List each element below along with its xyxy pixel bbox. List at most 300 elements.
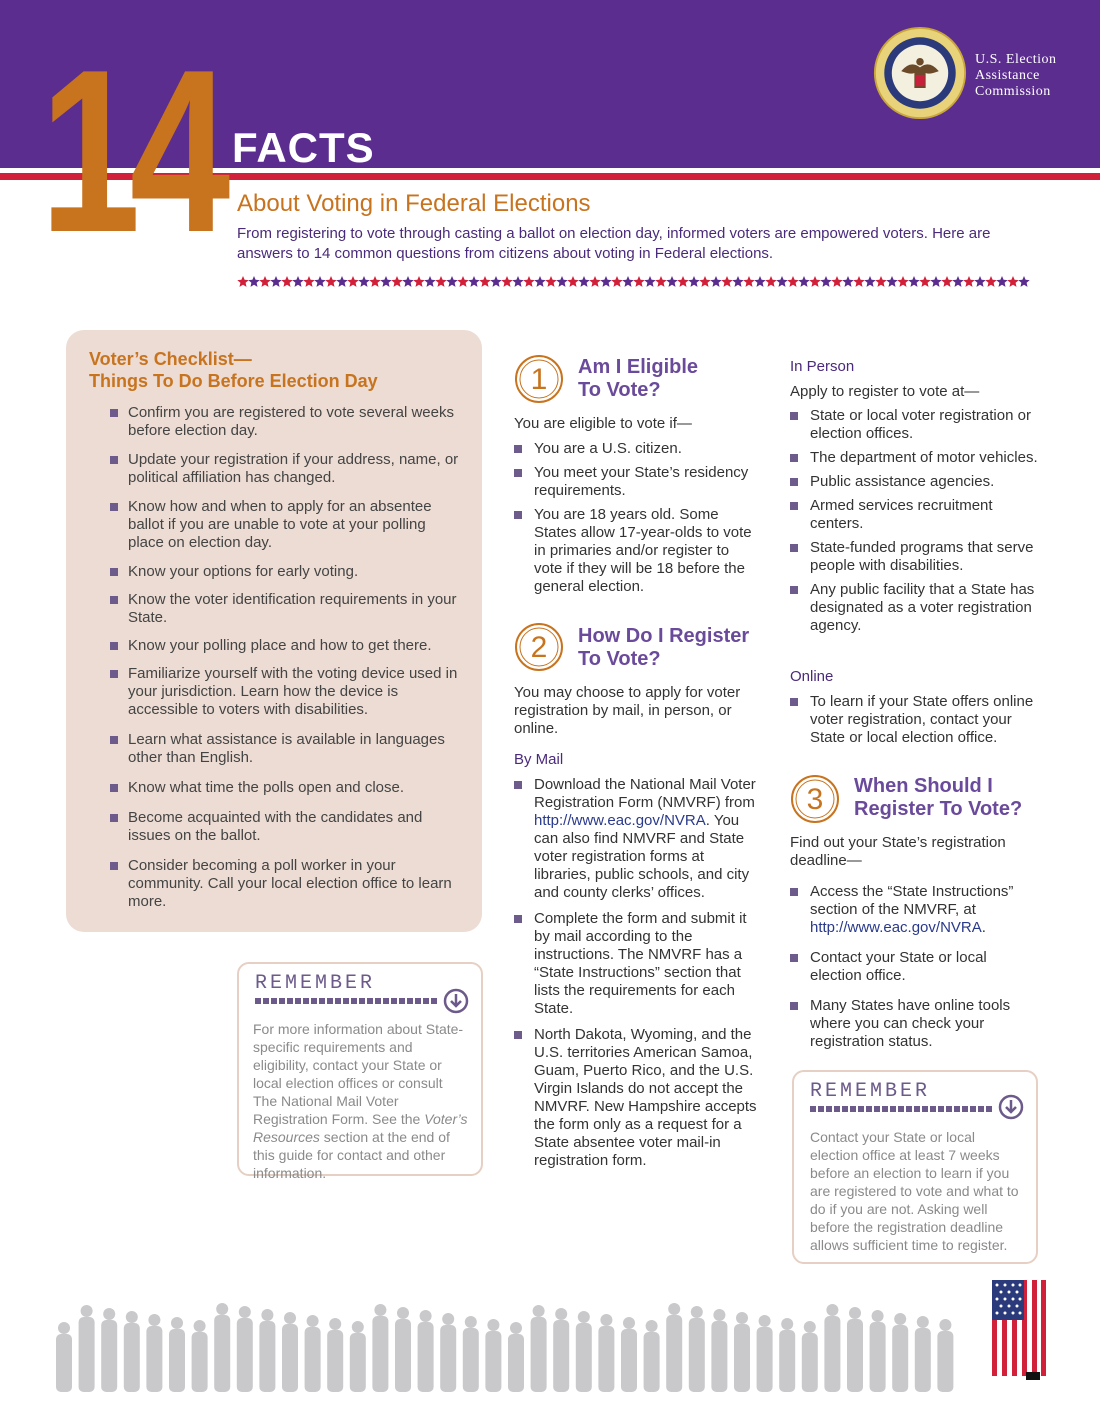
list-item [514, 910, 760, 1018]
organization-name [975, 52, 1057, 100]
square-bullet-icon [514, 915, 522, 923]
star-icon [699, 276, 710, 287]
star-icon [798, 276, 809, 287]
dot [359, 998, 365, 1004]
square-bullet-icon [514, 469, 522, 477]
star-icon [644, 276, 655, 287]
dot [970, 1106, 976, 1112]
square-bullet-icon [790, 478, 798, 486]
square-bullet-icon [110, 814, 118, 822]
item-text: Contact your State or local election office. [810, 949, 987, 984]
person-silhouette [576, 1311, 592, 1392]
square-bullet-icon [790, 454, 798, 462]
dot [882, 1106, 888, 1112]
list-item [110, 591, 460, 627]
list-item [514, 776, 760, 902]
person-silhouette [531, 1305, 547, 1392]
star-icon [732, 276, 743, 287]
section-3-list [790, 883, 1040, 1057]
person-silhouette [418, 1310, 434, 1392]
arrow-down-circle-icon [443, 988, 469, 1014]
person-silhouette [327, 1318, 343, 1392]
star-icon [292, 276, 303, 287]
star-icon [952, 276, 963, 287]
dot [850, 1106, 856, 1112]
list-item [790, 497, 1040, 533]
dot [818, 1106, 824, 1112]
number-2-badge [514, 622, 564, 672]
item-text: You are 18 years old. Some States allow 17-year-olds to vote in primaries and/or register to vote if they will be 18 before the general election. [534, 506, 752, 595]
list-item [110, 637, 460, 655]
person-silhouette [870, 1310, 886, 1392]
square-bullet-icon [790, 586, 798, 594]
person-silhouette [508, 1322, 524, 1392]
list-item [110, 563, 460, 581]
remember-text-em: Voter’s Resources [253, 1111, 468, 1145]
dot [834, 1106, 840, 1112]
star-icon [325, 276, 336, 287]
dot [986, 1106, 992, 1112]
star-icon [842, 276, 853, 287]
remember-box-right [792, 1070, 1038, 1264]
people-silhouettes [48, 1296, 968, 1392]
badge-number: 2 [530, 631, 548, 664]
star-icon [369, 276, 380, 287]
person-silhouette [192, 1320, 208, 1392]
person-silhouette [372, 1304, 388, 1392]
dot [263, 998, 269, 1004]
big-number-14: 14 [40, 22, 220, 281]
dot [367, 998, 373, 1004]
star-icon [820, 276, 831, 287]
section-title-line: Register To Vote? [854, 798, 1023, 820]
dot [962, 1106, 968, 1112]
item-text: North Dakota, Wyoming, and the U.S. territories American Samoa, Guam, Puerto Rico, and the U.S. Virgin Islands do not accept the NMVRF. New Hampshire accepts the form only as a request for a State absentee voter mail-in registration form. [534, 1026, 757, 1169]
dot [255, 998, 261, 1004]
square-bullet-icon [110, 784, 118, 792]
dot [391, 998, 397, 1004]
person-silhouette [734, 1312, 750, 1392]
star-icon [853, 276, 864, 287]
star-icon [974, 276, 985, 287]
dot [319, 998, 325, 1004]
list-item [110, 779, 460, 797]
dot [890, 1106, 896, 1112]
dot [431, 998, 437, 1004]
dot [343, 998, 349, 1004]
square-bullet-icon [790, 888, 798, 896]
list-item [110, 665, 460, 719]
remember-title: REMEMBER [810, 1080, 931, 1103]
dot [866, 1106, 872, 1112]
dot [922, 1106, 928, 1112]
list-item [110, 404, 460, 440]
square-bullet-icon [514, 445, 522, 453]
star-icon [556, 276, 567, 287]
org-line: Assistance [975, 68, 1040, 83]
section-1-lead: You are eligible to vote if— [514, 415, 692, 432]
item-text: . You can also find NMVRF and State voter registration forms at libraries, public schools, and city and county clerks’ offices. [534, 812, 750, 901]
remember-title: REMEMBER [255, 972, 376, 995]
dot [415, 998, 421, 1004]
item-text: Public assistance agencies. [810, 473, 995, 490]
intro-paragraph: From registering to vote through casting a ballot on election day, informed voters are empowered voters. Here are answers to 14 common questions from citizens about voting in Federal elections. [237, 225, 991, 262]
star-icon [578, 276, 589, 287]
star-icon [710, 276, 721, 287]
list-item [790, 997, 1040, 1051]
section-title-line: How Do I Register [578, 625, 750, 647]
star-icon [985, 276, 996, 287]
item-text: State or local voter registration or election offices. [810, 407, 1031, 442]
star-icon [677, 276, 688, 287]
dot [946, 1106, 952, 1112]
dot [423, 998, 429, 1004]
star-icon [501, 276, 512, 287]
star-icon [545, 276, 556, 287]
person-silhouette [101, 1308, 117, 1392]
dot [295, 998, 301, 1004]
dot [842, 1106, 848, 1112]
in-person-lead: Apply to register to vote at— [790, 383, 980, 400]
star-icon [248, 276, 259, 287]
online-list [790, 693, 1040, 753]
square-bullet-icon [790, 1002, 798, 1010]
item-text: Know your options for early voting. [128, 563, 359, 580]
remember-text-part: section at the end of this guide for contact and other information. [253, 1129, 450, 1181]
star-icon [655, 276, 666, 287]
star-icon [270, 276, 281, 287]
star-icon [963, 276, 974, 287]
remember-text: Contact your State or local election office at least 7 weeks before an election to learn if you are registered to vote and what to do if you are not. Asking well before the registration deadline allows sufficient time to register. [810, 1129, 1019, 1253]
star-icon [490, 276, 501, 287]
dot [287, 998, 293, 1004]
by-mail-list [514, 776, 760, 1176]
person-silhouette [666, 1303, 682, 1392]
dot [303, 998, 309, 1004]
remember-box-left [237, 962, 483, 1181]
item-text: Become acquainted with the candidates and issues on the ballot. [128, 809, 423, 844]
star-icon [721, 276, 732, 287]
star-icon [787, 276, 798, 287]
dot [407, 998, 413, 1004]
star-icon [666, 276, 677, 287]
person-silhouette [937, 1319, 953, 1392]
person-silhouette [124, 1311, 140, 1392]
person-silhouette [847, 1307, 863, 1392]
item-text: Know what time the polls open and close. [128, 779, 404, 796]
square-bullet-icon [110, 503, 118, 511]
star-icon [402, 276, 413, 287]
person-silhouette [237, 1306, 253, 1392]
checklist-title-line: Things To Do Before Election Day [89, 371, 378, 391]
remember-dots [255, 998, 441, 1004]
person-silhouette [463, 1316, 479, 1392]
list-item [514, 506, 759, 596]
remember-text [253, 1020, 469, 1182]
star-icon [281, 276, 292, 287]
remember-dots [810, 1106, 996, 1112]
item-text: Know how and when to apply for an absentee ballot if you are unable to vote at your polling place on election day. [128, 498, 432, 551]
dot [906, 1106, 912, 1112]
star-icon [479, 276, 490, 287]
star-icon [347, 276, 358, 287]
star-icon [314, 276, 325, 287]
item-text: Access the “State Instructions” section of the NMVRF, at [810, 883, 1014, 918]
square-bullet-icon [514, 781, 522, 789]
number-3-badge [790, 774, 840, 824]
nvra-link[interactable]: http://www.eac.gov/NVRA [534, 812, 706, 829]
star-icon [457, 276, 468, 287]
dot [351, 998, 357, 1004]
person-silhouette [824, 1304, 840, 1392]
star-icon [589, 276, 600, 287]
star-icon [424, 276, 435, 287]
item-text: The department of motor vehicles. [810, 449, 1038, 466]
square-bullet-icon [110, 670, 118, 678]
list-item [514, 1026, 760, 1170]
square-bullet-icon [790, 544, 798, 552]
person-silhouette [644, 1320, 660, 1392]
item-text: Familiarize yourself with the voting device used in your jurisdiction. Learn how the device is accessible to voters with disabilities. [128, 665, 458, 718]
star-icon [446, 276, 457, 287]
section-3-lead: Find out your State’s registration deadline— [790, 834, 1006, 869]
person-silhouette [282, 1312, 298, 1392]
star-icon [831, 276, 842, 287]
facts-heading: FACTS [232, 124, 375, 171]
square-bullet-icon [514, 1031, 522, 1039]
badge-number: 3 [806, 783, 824, 816]
list-item [110, 809, 460, 845]
item-text: . [981, 919, 986, 936]
section-title-line: To Vote? [578, 648, 661, 670]
online-heading: Online [790, 668, 834, 685]
item-text: To learn if your State offers online voter registration, contact your State or local election office. [810, 693, 1034, 746]
item-text: Armed services recruitment centers. [810, 497, 993, 532]
star-icon [743, 276, 754, 287]
star-icon [237, 276, 248, 287]
list-item [790, 693, 1040, 747]
star-icon [567, 276, 578, 287]
square-bullet-icon [790, 412, 798, 420]
item-text: You meet your State’s residency requirements. [534, 464, 749, 499]
square-bullet-icon [110, 596, 118, 604]
star-icon [809, 276, 820, 287]
section-2-title [578, 625, 749, 671]
person-silhouette [553, 1308, 569, 1392]
square-bullet-icon [790, 502, 798, 510]
arrow-down-circle-icon [998, 1094, 1024, 1120]
person-silhouette [79, 1305, 95, 1392]
item-text: Update your registration if your address, name, or political affiliation has changed. [128, 451, 459, 486]
dot [930, 1106, 936, 1112]
person-silhouette [169, 1317, 185, 1392]
item-text: Learn what assistance is available in languages other than English. [128, 731, 445, 766]
square-bullet-icon [790, 698, 798, 706]
person-silhouette [350, 1321, 366, 1392]
list-item [514, 440, 759, 458]
list-item [790, 473, 1040, 491]
star-icon [1007, 276, 1018, 287]
remember-text-part: For more information about State-specific requirements and eligibility, contact your State or local election offices or consult The National Mail Voter Registration Form. See the [253, 1021, 464, 1127]
person-silhouette [440, 1313, 456, 1392]
person-silhouette [757, 1315, 773, 1392]
star-icon [413, 276, 424, 287]
item-text: Many States have online tools where you can check your registration status. [810, 997, 1011, 1050]
org-line: Commission [975, 84, 1051, 99]
square-bullet-icon [110, 409, 118, 417]
star-icon [941, 276, 952, 287]
dot [826, 1106, 832, 1112]
star-icon [534, 276, 545, 287]
list-item [110, 857, 460, 911]
person-silhouette [214, 1303, 230, 1392]
checklist-title [89, 348, 378, 392]
dot [335, 998, 341, 1004]
item-text: State-funded programs that serve people with disabilities. [810, 539, 1034, 574]
page-subtitle: About Voting in Federal Elections [237, 190, 591, 217]
star-icon [930, 276, 941, 287]
dot [383, 998, 389, 1004]
item-text: Download the National Mail Voter Registration Form (NMVRF) from [534, 776, 756, 811]
star-icon [1018, 276, 1029, 287]
person-silhouette [598, 1314, 614, 1392]
person-silhouette [485, 1319, 501, 1392]
dot [914, 1106, 920, 1112]
square-bullet-icon [110, 862, 118, 870]
list-item [110, 731, 460, 767]
square-bullet-icon [110, 736, 118, 744]
item-text: Consider becoming a poll worker in your community. Call your local election office to learn more. [128, 857, 452, 910]
square-bullet-icon [110, 642, 118, 650]
list-item [790, 449, 1040, 467]
person-silhouette [305, 1315, 321, 1392]
dot [810, 1106, 816, 1112]
star-icon [864, 276, 875, 287]
badge-number: 1 [530, 363, 548, 396]
star-icon [919, 276, 930, 287]
dot [271, 998, 277, 1004]
square-bullet-icon [514, 511, 522, 519]
item-text: Know the voter identification requirements in your State. [128, 591, 457, 626]
list-item [514, 464, 759, 500]
star-icon [886, 276, 897, 287]
star-icon [468, 276, 479, 287]
list-item [110, 498, 460, 552]
dot [399, 998, 405, 1004]
dot [327, 998, 333, 1004]
section-title-line: Am I Eligible [578, 356, 699, 378]
person-silhouette [802, 1321, 818, 1392]
person-silhouette [56, 1322, 72, 1392]
star-icon [996, 276, 1007, 287]
dot [311, 998, 317, 1004]
number-1-badge [514, 354, 564, 404]
section-2-lead: You may choose to apply for voter registration by mail, in person, or online. [514, 684, 741, 737]
section-1-title [578, 356, 698, 402]
dot [954, 1106, 960, 1112]
list-item [790, 949, 1040, 985]
dot [938, 1106, 944, 1112]
section-title-line: To Vote? [578, 379, 661, 401]
square-bullet-icon [790, 954, 798, 962]
square-bullet-icon [110, 568, 118, 576]
star-icon [754, 276, 765, 287]
item-text: Complete the form and submit it by mail according to the instructions. The NMVRF has a “State Instructions” section that lists the requirements for each State. [534, 910, 747, 1017]
star-icon [358, 276, 369, 287]
star-icon [303, 276, 314, 287]
american-flag-icon [992, 1280, 1046, 1380]
star-icon [765, 276, 776, 287]
star-icon [688, 276, 699, 287]
checklist-title-line: Voter’s Checklist— [89, 349, 252, 369]
list-item [790, 407, 1040, 443]
star-icon [622, 276, 633, 287]
voters-checklist-panel [66, 330, 482, 932]
list-item [790, 883, 1040, 937]
dot [375, 998, 381, 1004]
person-silhouette [711, 1309, 727, 1392]
in-person-heading: In Person [790, 358, 855, 375]
person-silhouette [689, 1306, 705, 1392]
dot [858, 1106, 864, 1112]
star-icon [391, 276, 402, 287]
in-person-list [790, 407, 1040, 641]
star-icon [435, 276, 446, 287]
person-silhouette [621, 1317, 637, 1392]
section-title-line: When Should I [854, 775, 993, 797]
section-3-title [854, 775, 1022, 821]
org-line: U.S. Election [975, 52, 1057, 67]
star-icon [897, 276, 908, 287]
star-icon [380, 276, 391, 287]
star-icon [259, 276, 270, 287]
list-item [110, 451, 460, 487]
person-silhouette [146, 1314, 162, 1392]
person-silhouette [915, 1316, 931, 1392]
star-icon [600, 276, 611, 287]
person-silhouette [259, 1309, 275, 1392]
item-text: You are a U.S. citizen. [534, 440, 682, 457]
item-text: Know your polling place and how to get there. [128, 637, 432, 654]
person-silhouette [395, 1307, 411, 1392]
eac-seal-icon [873, 26, 967, 120]
by-mail-heading: By Mail [514, 751, 564, 768]
dot [874, 1106, 880, 1112]
star-icon [523, 276, 534, 287]
star-icon [336, 276, 347, 287]
star-icon [611, 276, 622, 287]
item-text: Any public facility that a State has designated as a voter registration agency. [810, 581, 1035, 634]
nvra-link[interactable]: http://www.eac.gov/NVRA [810, 919, 982, 936]
star-icon [633, 276, 644, 287]
star-icon [908, 276, 919, 287]
list-item [790, 581, 1040, 635]
dot [279, 998, 285, 1004]
stars-divider [237, 274, 1037, 290]
list-item [790, 539, 1040, 575]
star-icon [875, 276, 886, 287]
dot [978, 1106, 984, 1112]
star-icon [776, 276, 787, 287]
section-1-list [514, 440, 759, 602]
person-silhouette [779, 1318, 795, 1392]
item-text: Confirm you are registered to vote several weeks before election day. [128, 404, 454, 439]
dot [898, 1106, 904, 1112]
checklist-items [110, 404, 460, 921]
person-silhouette [892, 1313, 908, 1392]
square-bullet-icon [110, 456, 118, 464]
star-icon [512, 276, 523, 287]
